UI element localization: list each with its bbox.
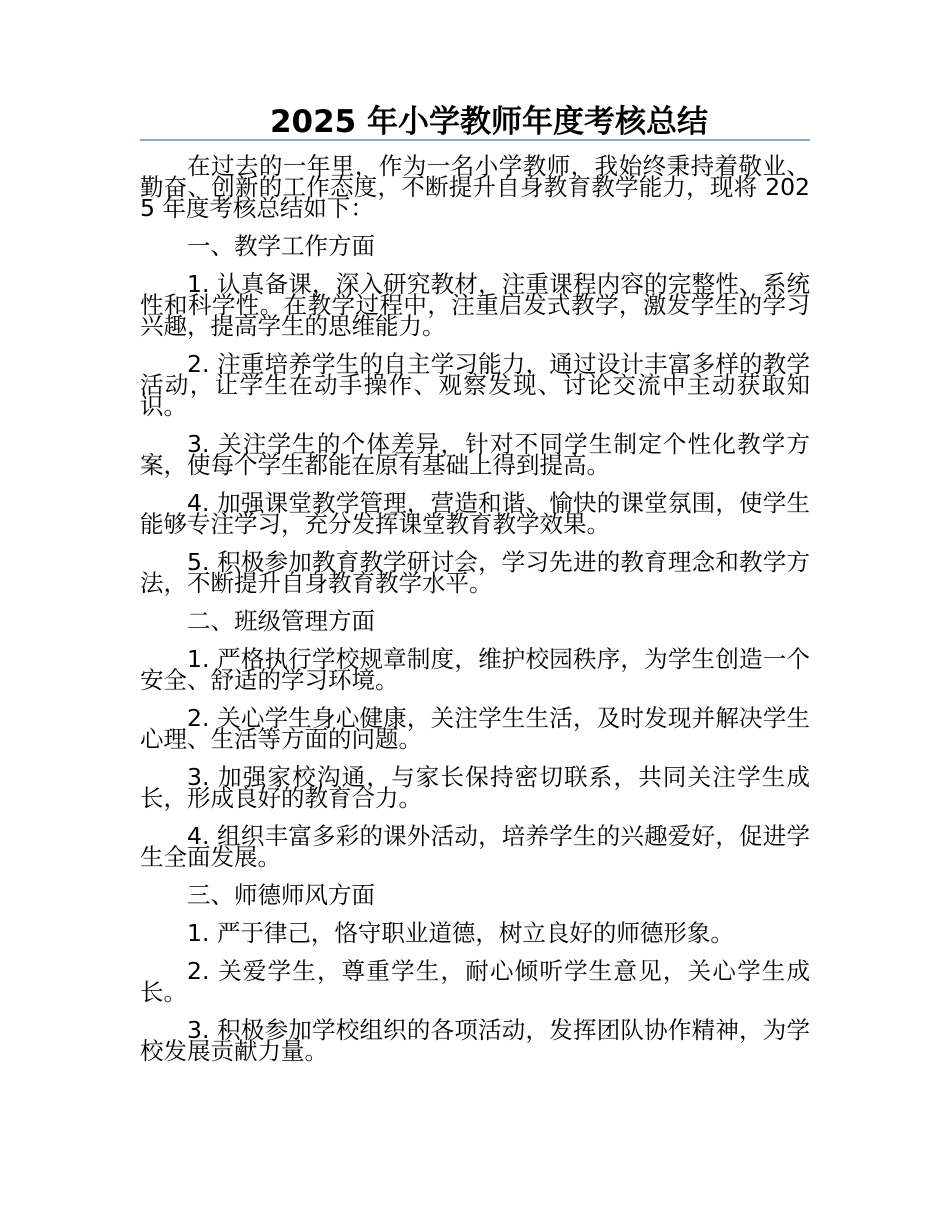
title-underline	[140, 139, 810, 141]
ethics-item-1: 1. 严于律己，恪守职业道德，树立良好的师德形象。	[187, 919, 734, 947]
class-item-4: 4. 组织丰富多彩的课外活动，培养学生的兴趣爱好，促进学生全面发展。	[140, 822, 810, 871]
teaching-item-5: 5. 积极参加教育教学研讨会，学习先进的教育理念和教学方法，不断提升自身教育教学水平。	[140, 548, 810, 597]
teaching-item-4: 4. 加强课堂教学管理，营造和谐、愉快的课堂氛围，使学生能够专注学习，充分发挥课堂教育教学效果。	[140, 489, 810, 538]
section-heading-ethics: 三、师德师风方面	[187, 881, 375, 909]
teaching-item-1: 1. 认真备课，深入研究教材，注重课程内容的完整性、系统性和科学性。在教学过程中，注重启发式教学，激发学生的学习兴趣，提高学生的思维能力。	[140, 270, 810, 340]
ethics-item-2: 2. 关爱学生，尊重学生，耐心倾听学生意见，关心学生成长。	[140, 957, 810, 1006]
teaching-item-3: 3. 关注学生的个体差异，针对不同学生制定个性化教学方案，使每个学生都能在原有基础上得到提高。	[140, 430, 810, 479]
teaching-item-2: 2. 注重培养学生的自主学习能力，通过设计丰富多样的教学活动，让学生在动手操作、观察发现、讨论交流中主动获取知识。	[140, 350, 810, 420]
ethics-item-3: 3. 积极参加学校组织的各项活动，发挥团队协作精神，为学校发展贡献力量。	[140, 1016, 810, 1065]
intro-paragraph: 在过去的一年里，作为一名小学教师，我始终秉持着敬业、勤奋、创新的工作态度，不断提升自身教育教学能力，现将 2025 年度考核总结如下：	[140, 152, 810, 222]
class-item-3: 3. 加强家校沟通，与家长保持密切联系，共同关注学生成长，形成良好的教育合力。	[140, 763, 810, 812]
document-body	[140, 152, 810, 1079]
class-item-1: 1. 严格执行学校规章制度，维护校园秩序，为学生创造一个安全、舒适的学习环境。	[140, 645, 810, 694]
document-title: 2025 年小学教师年度考核总结	[269, 104, 709, 140]
section-heading-teaching: 一、教学工作方面	[187, 232, 375, 260]
class-item-2: 2. 关心学生身心健康，关注学生生活，及时发现并解决学生心理、生活等方面的问题。	[140, 704, 810, 753]
section-heading-class-management: 二、班级管理方面	[187, 607, 375, 635]
